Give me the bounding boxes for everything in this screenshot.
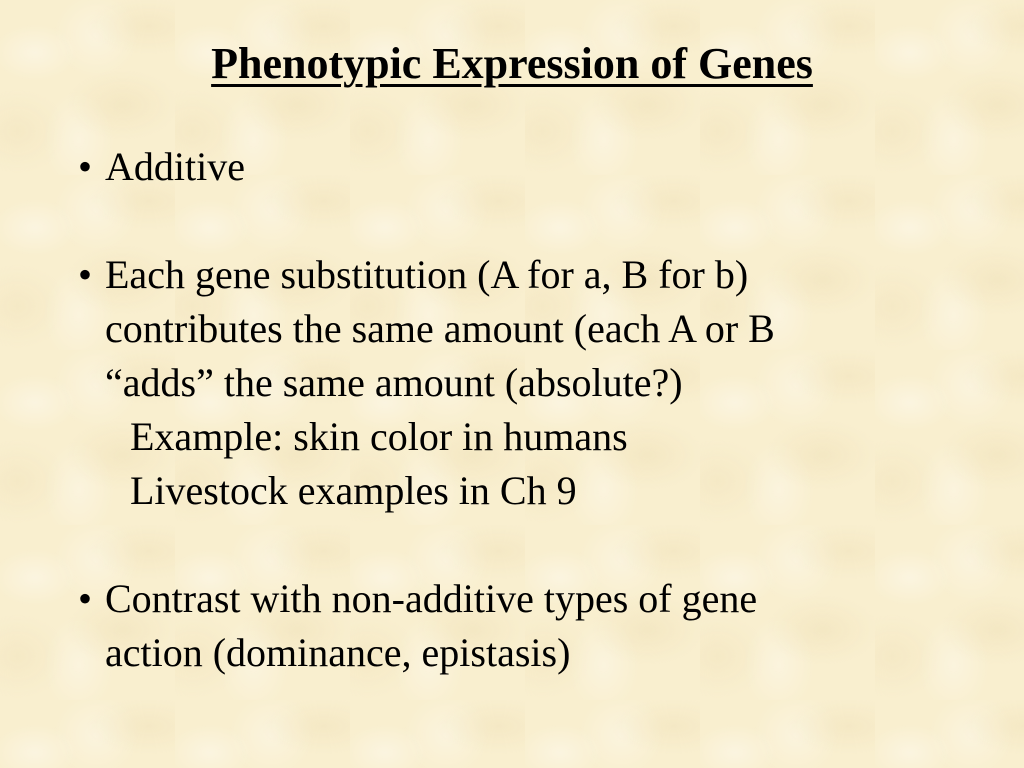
bullet-dot-icon: • <box>78 144 93 189</box>
bullet-text: Additive <box>105 144 245 189</box>
slide-title: Phenotypic Expression of Genes <box>211 39 813 88</box>
bullet-text-line: Each gene substitution (A for a, B for b) <box>105 252 749 297</box>
bullet-text-line: Contrast with non-additive types of gene <box>105 576 758 621</box>
bullet-dot-icon: • <box>78 252 93 297</box>
bullet-list <box>78 140 978 680</box>
example-line: Example: skin color in humans <box>130 414 628 459</box>
bullet-text-line: action (dominance, epistasis) <box>105 630 571 675</box>
bullet-text-line: contributes the same amount (each A or B <box>105 306 775 351</box>
bullet-additive <box>78 140 978 194</box>
spacer <box>78 194 978 248</box>
bullet-gene-substitution <box>78 248 978 518</box>
bullet-dot-icon: • <box>78 576 93 621</box>
spacer <box>78 518 978 572</box>
example-line: Livestock examples in Ch 9 <box>130 468 577 513</box>
bullet-text-line: “adds” the same amount (absolute?) <box>105 360 683 405</box>
bullet-contrast <box>78 572 978 680</box>
